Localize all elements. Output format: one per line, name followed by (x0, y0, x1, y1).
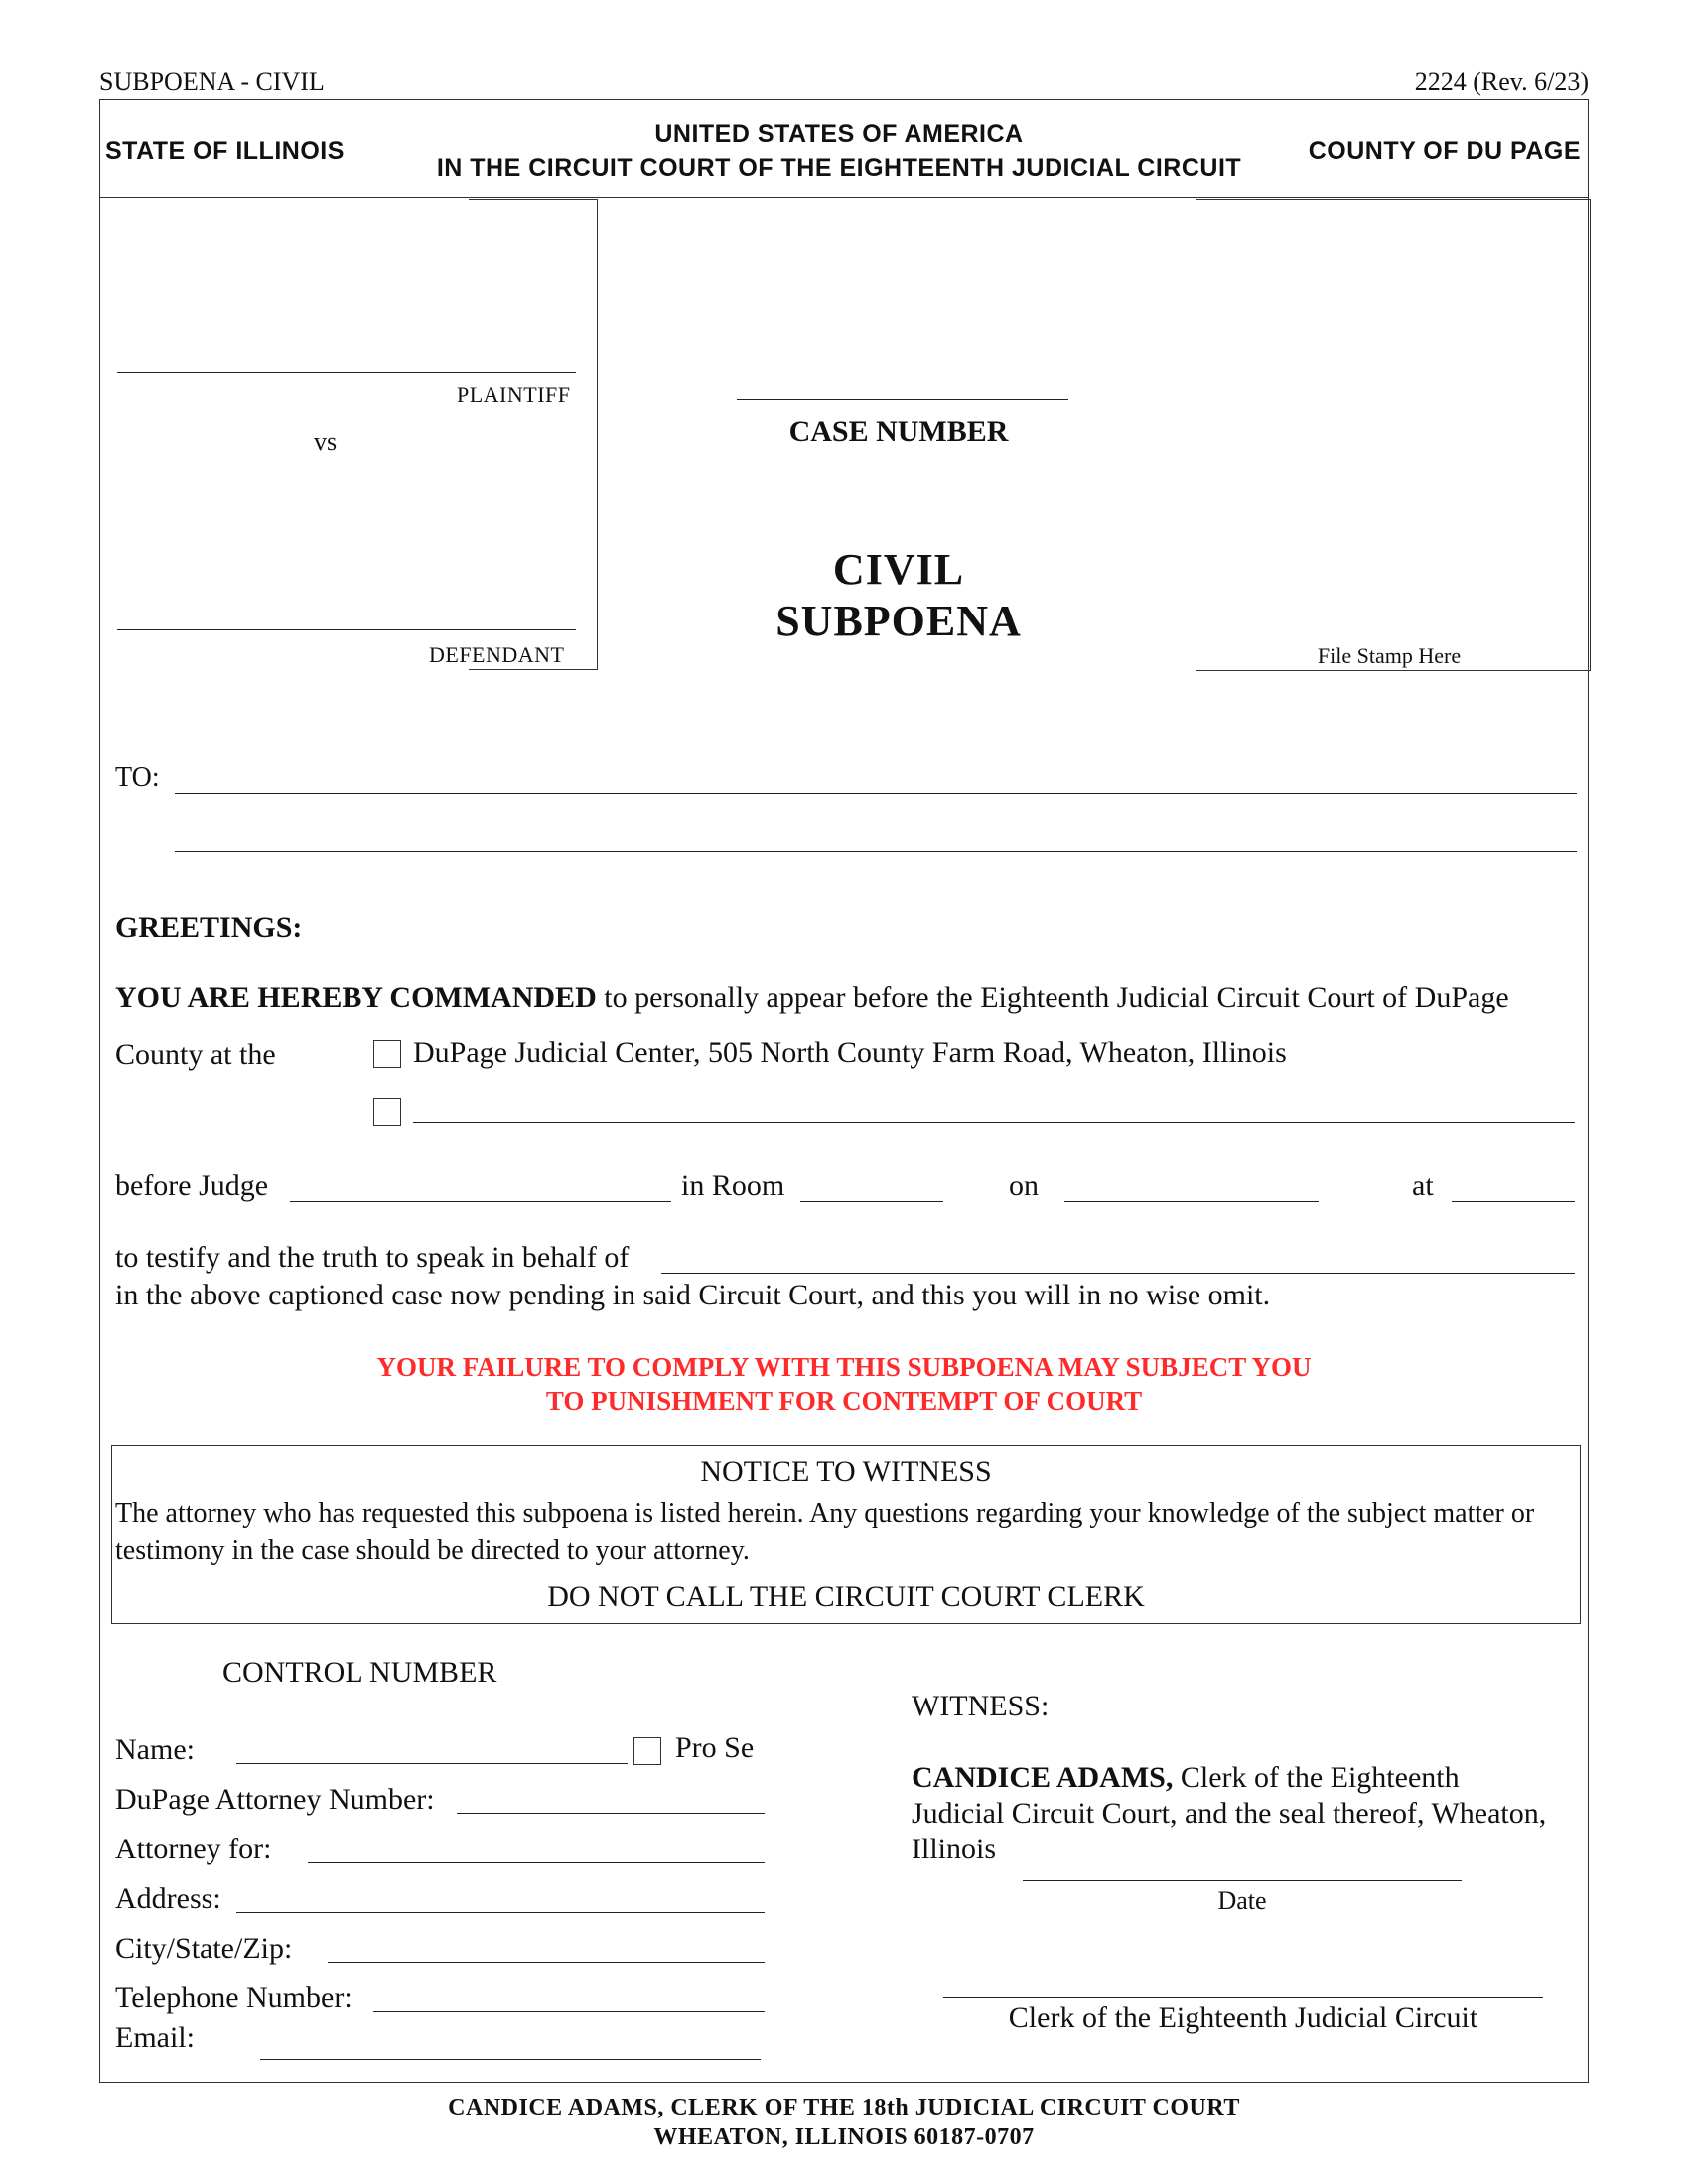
attorney-number-line[interactable] (457, 1813, 765, 1814)
notice-text: The attorney who has requested this subpoena is listed herein. Any questions regarding your knowledge of the subject matter or testimony in the case should be directed to your attorney. (115, 1498, 1535, 1566)
on-label: on (1009, 1169, 1039, 1202)
warning-line2: TO PUNISHMENT FOR CONTEMPT OF COURT (545, 1386, 1143, 1416)
clerk-text-2: Judicial Circuit Court, and the seal thereof, Wheaton, (912, 1797, 1547, 1830)
attorney-number-label: DuPage Attorney Number: (115, 1783, 435, 1816)
testify-label: to testify and the truth to speak in behalf of (115, 1241, 630, 1274)
email-line[interactable] (260, 2059, 761, 2060)
do-not-call: DO NOT CALL THE CIRCUIT COURT CLERK (547, 1580, 1145, 1613)
country-label: UNITED STATES OF AMERICA (654, 120, 1024, 148)
clerk-text-3: Illinois (912, 1833, 997, 1865)
to-line-2[interactable] (175, 851, 1577, 852)
name-line[interactable] (236, 1763, 628, 1764)
defendant-line[interactable] (117, 629, 576, 630)
address-line[interactable] (236, 1912, 765, 1913)
time-line[interactable] (1452, 1201, 1575, 1202)
file-stamp-box (1196, 199, 1591, 671)
pro-se-checkbox[interactable] (633, 1737, 661, 1765)
warning-line1: YOUR FAILURE TO COMPLY WITH THIS SUBPOENA MAY SUBJECT YOU (376, 1352, 1312, 1382)
city-state-zip-line[interactable] (328, 1962, 765, 1963)
pro-se-label: Pro Se (675, 1731, 755, 1764)
court-label: IN THE CIRCUIT COURT OF THE EIGHTEENTH JUDICIAL CIRCUIT (436, 154, 1242, 182)
to-label: TO: (115, 762, 160, 793)
address-label: Address: (115, 1882, 221, 1915)
form-number: 2224 (Rev. 6/23) (1414, 68, 1589, 96)
commanded-bold: YOU ARE HEREBY COMMANDED (115, 981, 597, 1014)
form-title: SUBPOENA - CIVIL (99, 68, 325, 96)
header-divider (99, 197, 1589, 198)
before-judge-label: before Judge (115, 1169, 269, 1202)
telephone-line[interactable] (373, 2011, 765, 2012)
date-signature-line[interactable] (1023, 1880, 1462, 1881)
defendant-label: DEFENDANT (429, 642, 565, 667)
caption-box-bottom (469, 669, 598, 670)
greetings: GREETINGS: (115, 911, 303, 944)
behalf-line[interactable] (661, 1273, 1575, 1274)
footer-line1: CANDICE ADAMS, CLERK OF THE 18th JUDICIAL CIRCUIT COURT (448, 2095, 1240, 2120)
location-option1-label: DuPage Judicial Center, 505 North County Farm Road, Wheaton, Illinois (413, 1036, 1287, 1069)
witness-label: WITNESS: (912, 1690, 1050, 1722)
state-label: STATE OF ILLINOIS (105, 137, 345, 165)
telephone-label: Telephone Number: (115, 1981, 352, 2014)
in-room-label: in Room (681, 1169, 785, 1202)
clerk-text-1: Clerk of the Eighteenth (1173, 1761, 1460, 1794)
date-label: Date (1217, 1886, 1267, 1915)
clerk-signature-line[interactable] (943, 1997, 1543, 1998)
commanded-text (115, 981, 1509, 1015)
clerk-signature-label: Clerk of the Eighteenth Judicial Circuit (1008, 2001, 1478, 2034)
plaintiff-label: PLAINTIFF (457, 382, 571, 407)
pending-text: in the above captioned case now pending in said Circuit Court, and this you will in no wise omit. (115, 1279, 1271, 1311)
case-number-line[interactable] (737, 399, 1068, 400)
county-at-the: County at the (115, 1038, 276, 1071)
location-option1-checkbox[interactable] (373, 1040, 401, 1068)
clerk-name: CANDICE ADAMS, (912, 1761, 1174, 1794)
control-number-label: CONTROL NUMBER (222, 1656, 497, 1689)
vs-label: vs (314, 427, 338, 456)
file-stamp-label: File Stamp Here (1317, 643, 1462, 668)
location-option2-line[interactable] (413, 1122, 1575, 1123)
date-line[interactable] (1064, 1201, 1319, 1202)
plaintiff-line[interactable] (117, 372, 576, 373)
caption-box-right (597, 199, 598, 670)
clerk-line1 (912, 1761, 1460, 1795)
attorney-for-line[interactable] (308, 1862, 765, 1863)
at-label: at (1412, 1169, 1434, 1202)
doc-title-line2: SUBPOENA (775, 597, 1022, 645)
to-line-1[interactable] (175, 793, 1577, 794)
doc-title-line1: CIVIL (832, 545, 965, 594)
judge-line[interactable] (290, 1201, 671, 1202)
attorney-for-label: Attorney for: (115, 1833, 272, 1865)
caption-box-top (469, 199, 598, 200)
city-state-zip-label: City/State/Zip: (115, 1932, 293, 1965)
email-label: Email: (115, 2021, 195, 2054)
name-label: Name: (115, 1733, 195, 1766)
footer-line2: WHEATON, ILLINOIS 60187-0707 (653, 2124, 1035, 2150)
location-option2-checkbox[interactable] (373, 1098, 401, 1126)
room-line[interactable] (800, 1201, 943, 1202)
notice-title: NOTICE TO WITNESS (700, 1455, 992, 1488)
commanded-rest: to personally appear before the Eighteenth Judicial Circuit Court of DuPage (596, 981, 1509, 1014)
county-label: COUNTY OF DU PAGE (1308, 137, 1581, 165)
case-number-label: CASE NUMBER (788, 415, 1009, 448)
